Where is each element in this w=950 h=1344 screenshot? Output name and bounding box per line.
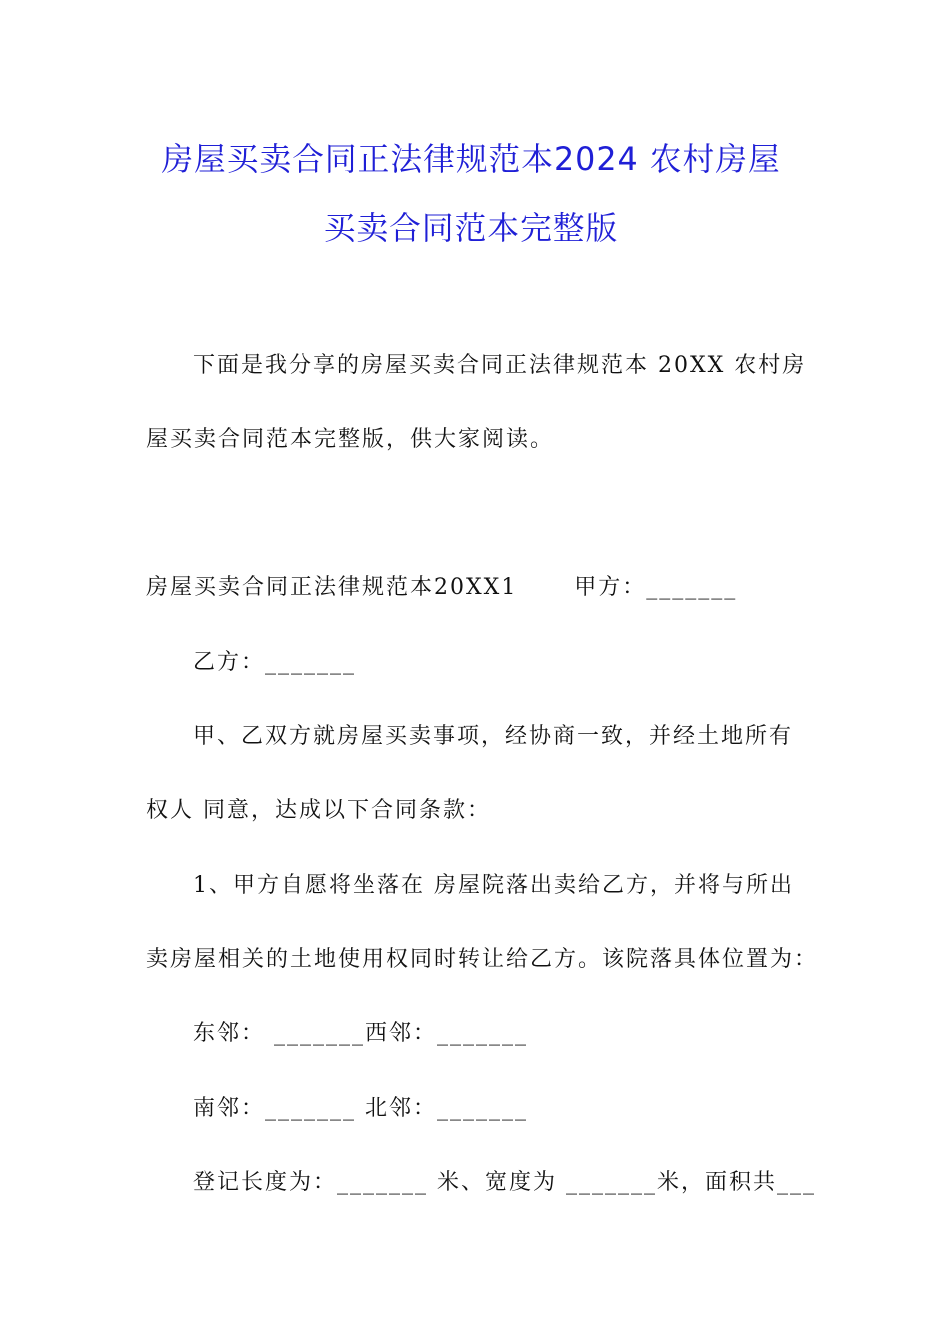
clause-1-line-2: 卖房屋相关的土地使用权同时转让给乙方。该院落具体位置为： — [146, 947, 819, 972]
agreement-line-2: 权人 同意，达成以下合同条款： — [146, 798, 491, 823]
document-title-line-1: 房屋买卖合同正法律规范本2024 农村房屋 — [161, 140, 781, 178]
contract-heading-party-a: 房屋买卖合同正法律规范本20XX1 甲方：_______ — [146, 575, 738, 600]
intro-line-1: 下面是我分享的房屋买卖合同正法律规范本 20XX 农村房 — [193, 353, 807, 378]
boundary-south-north: 南邻：_______ 北邻：_______ — [193, 1096, 528, 1121]
dimensions-line: 登记长度为：_______ 米、宽度为 _______米，面积共___ — [193, 1170, 816, 1195]
party-b-line: 乙方：_______ — [193, 650, 357, 675]
intro-line-2: 屋买卖合同范本完整版，供大家阅读。 — [146, 427, 555, 452]
clause-1-line-1: 1、甲方自愿将坐落在 房屋院落出卖给乙方，并将与所出 — [193, 873, 794, 898]
document-title-line-2: 买卖合同范本完整版 — [323, 209, 619, 247]
boundary-east-west: 东邻： _______西邻：_______ — [193, 1021, 528, 1046]
agreement-line-1: 甲、乙双方就房屋买卖事项，经协商一致，并经土地所有 — [193, 724, 794, 749]
